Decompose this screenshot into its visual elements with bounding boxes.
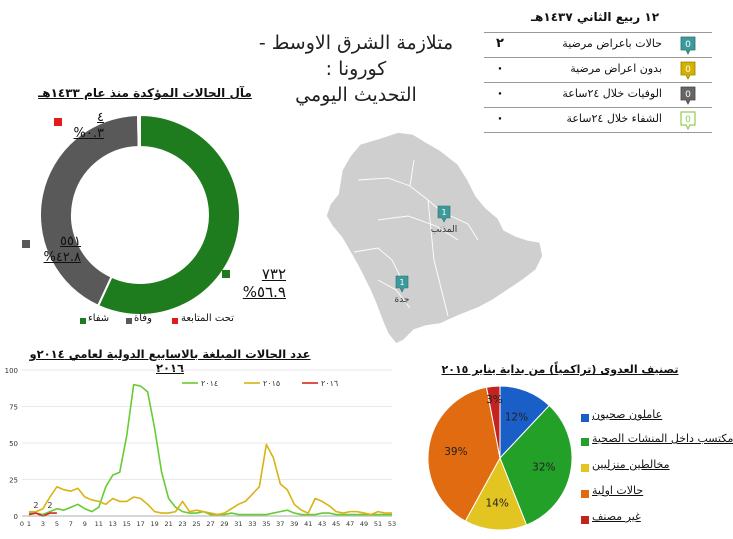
x-tick-label: 15 — [122, 520, 131, 528]
y-tick-label: 0 — [13, 513, 18, 521]
legend-label: ٢٠١٥ — [263, 379, 281, 388]
donut-label-recovered — [234, 265, 286, 301]
x-tick-label: 27 — [206, 520, 215, 528]
legend-swatch-deaths — [22, 240, 30, 248]
donut-label-value: ٧٣٢ — [261, 265, 286, 283]
pie-data-label: 14% — [485, 497, 509, 510]
x-tick-label: 41 — [304, 520, 313, 528]
x-tick-label: 45 — [332, 520, 341, 528]
svg-text:0: 0 — [685, 90, 691, 100]
x-tick-label: 51 — [373, 520, 383, 528]
stats-value: ٠ — [496, 111, 504, 126]
x-tick-label: 25 — [192, 520, 201, 528]
donut-label-deaths — [33, 234, 81, 266]
donut-label-percent: %٤٢.٨ — [43, 250, 81, 265]
x-tick-label: 29 — [220, 520, 229, 528]
y-tick-label: 75 — [9, 403, 18, 412]
donut-label-percent: %٥٦.٩ — [242, 283, 286, 301]
page-title-line1: متلازمة الشرق الاوسط - كورونا : — [258, 32, 454, 80]
x-tick-label: 23 — [178, 520, 187, 528]
pie-data-label: 32% — [532, 461, 556, 474]
x-tick-label: 5 — [54, 520, 59, 528]
pie-legend-health-workers: عاملون صحيون — [592, 408, 663, 421]
pie-legend-unclassified: غير مصنف — [592, 510, 641, 523]
donut-slice-2 — [138, 115, 140, 147]
legend-label: ٢٠١٤ — [201, 379, 219, 388]
donut-legend-deaths: وفاة — [134, 313, 152, 324]
x-tick-label: 1 — [26, 520, 32, 528]
y-tick-label: 50 — [9, 440, 18, 448]
svg-text:0: 0 — [685, 40, 691, 50]
x-tick-label: 3 — [40, 520, 46, 528]
x-tick-label: 0 — [19, 520, 25, 528]
y-tick-label: 100 — [4, 367, 18, 375]
pie-data-label: 39% — [444, 446, 468, 459]
pie-data-label: 3% — [486, 394, 503, 407]
x-tick-label: 17 — [136, 520, 145, 528]
line-chart-title: عدد الحالات المبلغة بالاسابيع الدولية لعامي ٢٠١٤و ٢٠١٦ — [29, 347, 311, 375]
stats-value: ٢ — [496, 36, 504, 51]
x-tick-label: 33 — [248, 520, 257, 528]
legend-swatch — [581, 490, 589, 498]
x-tick-label: 53 — [387, 520, 397, 528]
legend-swatch — [581, 414, 589, 422]
data-annotation: 2 — [33, 501, 39, 511]
x-tick-label: 37 — [276, 520, 285, 528]
x-tick-label: 39 — [290, 520, 299, 528]
map-marker-icon — [678, 110, 698, 130]
pie-chart — [420, 378, 580, 538]
donut-label-percent: %٠.٣ — [73, 126, 104, 141]
stats-label: بدون اعراض مرضية — [570, 62, 662, 75]
city-label: المذنب — [430, 225, 458, 235]
report-date: ١٢ ربيع الثاني ١٤٣٧هـ — [530, 10, 660, 24]
x-tick-label: 19 — [150, 520, 159, 528]
legend-swatch-followup — [54, 118, 62, 126]
map-marker-icon — [678, 35, 698, 55]
line-chart — [0, 362, 410, 539]
x-tick-label: 49 — [359, 520, 369, 528]
saudi-arabia-map — [318, 120, 550, 352]
legend-swatch — [172, 318, 178, 324]
legend-swatch — [581, 464, 589, 472]
legend-swatch-recovered — [222, 270, 230, 278]
pie-data-label: 12% — [504, 411, 529, 424]
map-marker-icon — [678, 60, 698, 80]
pie-legend-healthcare-acquired: مكتسب داخل المنشات الصحية — [592, 432, 733, 445]
x-tick-label: 13 — [108, 520, 117, 528]
x-tick-label: 21 — [164, 520, 173, 528]
x-tick-label: 9 — [82, 520, 87, 528]
legend-label: ٢٠١٦ — [321, 379, 339, 388]
x-tick-label: 43 — [318, 520, 327, 528]
svg-text:1: 1 — [441, 208, 447, 217]
stats-value: ٠ — [496, 86, 504, 101]
x-tick-label: 47 — [345, 520, 355, 528]
page-title — [240, 30, 472, 108]
stats-value: ٠ — [496, 61, 504, 76]
stats-row-deaths — [484, 83, 712, 108]
donut-legend-followup: تحت المتابعة — [181, 313, 234, 324]
stats-label: الشفاء خلال ٢٤ساعة — [566, 112, 662, 125]
legend-swatch — [581, 516, 589, 524]
x-tick-label: 11 — [94, 520, 103, 528]
legend-swatch — [581, 438, 589, 446]
donut-label-followup — [64, 110, 104, 142]
pie-chart-title: تصنيف العدوى (تراكمياً) من بداية يناير ٢٠١٥ — [441, 363, 679, 376]
legend-swatch — [126, 318, 132, 324]
map-marker-icon — [678, 85, 698, 105]
legend-swatch — [80, 318, 86, 324]
stats-label: الوفيات خلال ٢٤ساعة — [562, 87, 662, 100]
svg-text:1: 1 — [399, 278, 405, 287]
donut-legend-recovered: شفاء — [88, 313, 110, 324]
x-tick-label: 7 — [68, 520, 73, 528]
stats-row-asymptomatic — [484, 58, 712, 83]
x-tick-label: 35 — [262, 520, 271, 528]
donut-label-value: ٥٥١ — [60, 234, 81, 249]
donut-label-value: ٤ — [97, 110, 104, 125]
stats-label: حالات باعراض مرضية — [562, 37, 662, 50]
svg-text:0: 0 — [685, 115, 691, 125]
pie-legend-primary-cases: حالات اولية — [592, 484, 644, 497]
stats-row-symptomatic — [484, 33, 712, 58]
city-label: جدة — [394, 295, 410, 305]
page-title-line2: التحديث اليومي — [295, 84, 417, 106]
data-annotation: 2 — [47, 501, 53, 511]
x-tick-label: 31 — [234, 520, 243, 528]
country-shape — [326, 132, 543, 344]
svg-text:0: 0 — [685, 65, 691, 75]
y-tick-label: 25 — [9, 476, 18, 485]
donut-slice-1 — [40, 115, 139, 306]
pie-legend-household-contacts: مخالطين منزليين — [592, 458, 670, 471]
donut-chart-title: مآل الحالات المؤكدة منذ عام ١٤٣٣هـ — [38, 86, 252, 100]
daily-stats-table — [484, 32, 712, 133]
